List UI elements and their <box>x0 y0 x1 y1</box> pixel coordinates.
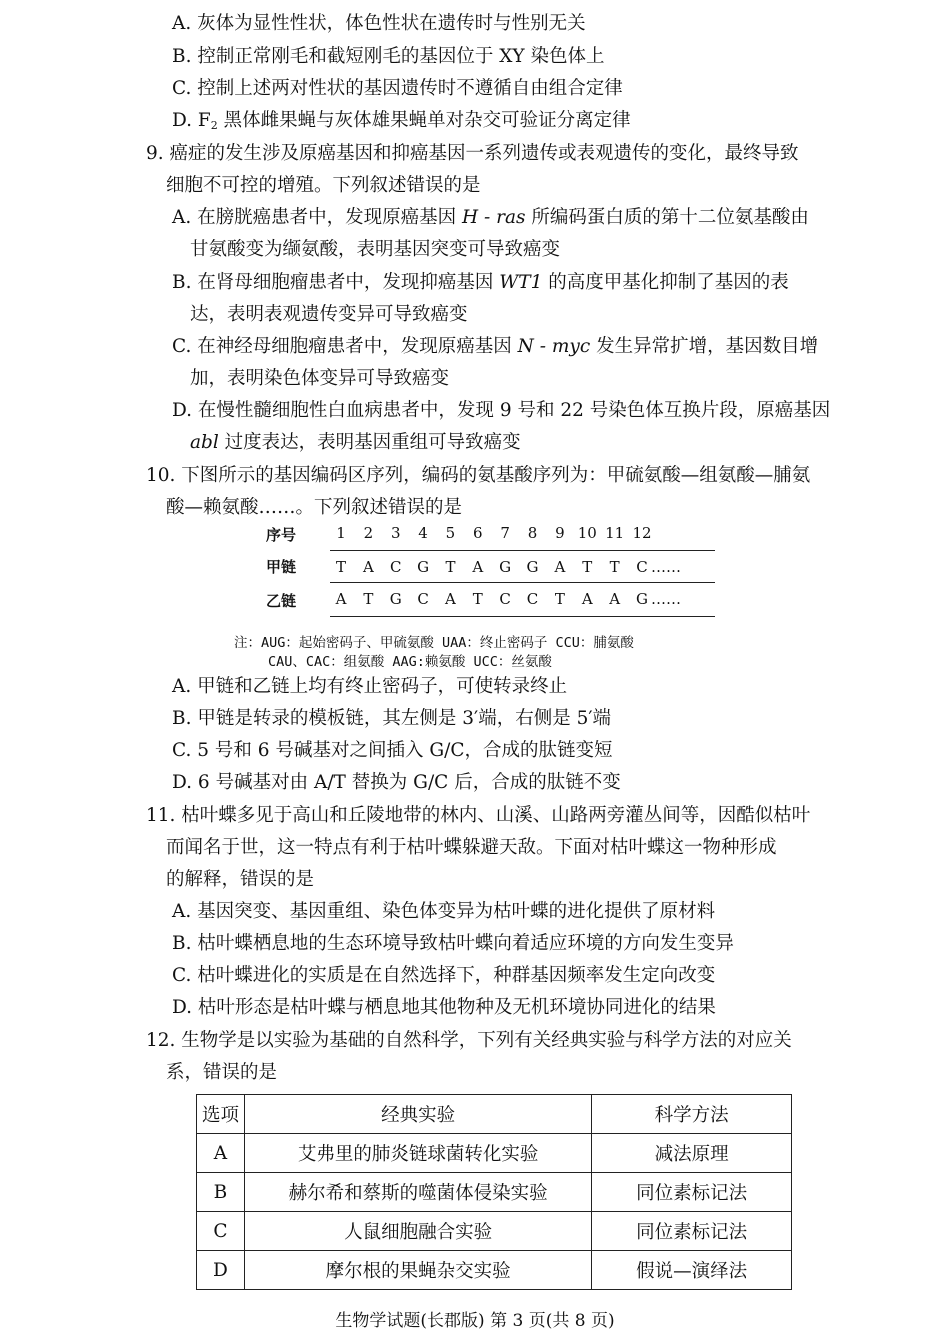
chain-b-base: A <box>581 590 593 608</box>
sequence-index: 5 <box>445 524 456 542</box>
sequence-index: 9 <box>555 524 565 542</box>
cell-experiment: 摩尔根的果蝇杂交实验 <box>244 1251 591 1290</box>
chain-a-base: T <box>335 558 347 576</box>
q9-option-b-cont: 达，表明表观遗传变异可导致癌变 <box>190 304 468 325</box>
header-option: 选项 <box>197 1095 245 1134</box>
cell-method: 假说—演绎法 <box>592 1251 792 1290</box>
sequence-index: 10 <box>577 524 597 542</box>
chain-b-base: A <box>445 590 456 608</box>
cell-method: 同位素标记法 <box>592 1173 792 1212</box>
chain-a-ellipsis: …… <box>651 558 681 576</box>
chain-divider-line <box>330 582 715 583</box>
chain-b-bottom-line <box>330 616 715 617</box>
q9-option-a-cont: 甘氨酸变为缬氨酸，表明基因突变可导致癌变 <box>190 239 561 260</box>
header-experiment: 经典实验 <box>244 1095 591 1134</box>
chain-a-label: 甲链 <box>266 558 297 576</box>
chain-b-base: T <box>363 590 374 608</box>
chain-a-base: G <box>417 558 430 576</box>
sequence-index: 11 <box>605 524 625 542</box>
cell-option: B <box>197 1173 245 1212</box>
q9-option-b: B. 在肾母细胞瘤患者中，发现抑癌基因 WT1 的高度甲基化抑制了基因的表 <box>172 272 789 293</box>
chain-b-base: A <box>609 590 621 608</box>
cell-option: A <box>197 1134 245 1173</box>
chain-b-ellipsis: …… <box>651 590 681 608</box>
cell-method: 减法原理 <box>592 1134 792 1173</box>
index-label: 序号 <box>266 526 297 544</box>
q10-option-c: C. 5 号和 6 号碱基对之间插入 G/C，合成的肽链变短 <box>172 740 613 761</box>
q10-stem-line1: 10. 下图所示的基因编码区序列，编码的氨基酸序列为：甲硫氨酸—组氨酸—脯氨 <box>146 465 811 486</box>
chain-b-base: G <box>636 590 648 608</box>
q10-stem-line2: 酸—赖氨酸……。下列叙述错误的是 <box>166 497 463 518</box>
cell-experiment: 人鼠细胞融合实验 <box>244 1212 591 1251</box>
table-row <box>197 1212 792 1251</box>
q11-option-c: C. 枯叶蝶进化的实质是在自然选择下，种群基因频率发生定向改变 <box>172 965 716 986</box>
cell-experiment: 赫尔希和蔡斯的噬菌体侵染实验 <box>244 1173 591 1212</box>
q12-stem-line2: 系，错误的是 <box>166 1062 278 1083</box>
q11-stem-line2: 而闻名于世，这一特点有利于枯叶蝶躲避天敌。下面对枯叶蝶这一物种形成 <box>166 837 777 858</box>
chain-a-base: C <box>389 558 402 576</box>
chain-a-base: T <box>582 558 593 576</box>
q11-option-d: D. 枯叶形态是枯叶蝶与栖息地其他物种及无机环境协同进化的结果 <box>172 997 716 1018</box>
chain-a-base: A <box>554 558 566 576</box>
chain-b-base: C <box>499 590 511 608</box>
codon-note-line1: 注：AUG：起始密码子、甲硫氨酸 UAA：终止密码子 CCU：脯氨酸 <box>234 635 634 651</box>
q11-stem-line3: 的解释，错误的是 <box>166 869 315 890</box>
q9-stem-line2: 细胞不可控的增殖。下列叙述错误的是 <box>166 175 481 196</box>
header-method: 科学方法 <box>592 1095 792 1134</box>
table-header-row <box>197 1095 792 1134</box>
chain-b-base: T <box>472 590 483 608</box>
table-row <box>197 1251 792 1290</box>
cell-experiment: 艾弗里的肺炎链球菌转化实验 <box>244 1134 591 1173</box>
q9-option-d: D. 在慢性髓细胞性白血病患者中，发现 9 号和 22 号染色体互换片段，原癌基因 <box>172 400 831 421</box>
chain-b-base: A <box>335 590 347 608</box>
chain-a-base: G <box>499 558 512 576</box>
table-row <box>197 1173 792 1212</box>
q11-option-a: A. 基因突变、基因重组、染色体变异为枯叶蝶的进化提供了原材料 <box>172 901 716 922</box>
q9-option-d-cont: abl 过度表达，表明基因重组可导致癌变 <box>190 432 521 453</box>
q12-stem-line1: 12. 生物学是以实验为基础的自然科学，下列有关经典实验与科学方法的对应关 <box>146 1030 792 1051</box>
q10-option-d: D. 6 号碱基对由 A/T 替换为 G/C 后，合成的肽链不变 <box>172 772 621 793</box>
q8-option-c: C. 控制上述两对性状的基因遗传时不遵循自由组合定律 <box>172 78 623 99</box>
page-footer: 生物学试题(长郡版) 第 3 页(共 8 页) <box>335 1311 615 1331</box>
chain-b-base: T <box>554 590 565 608</box>
q9-option-c: C. 在神经母细胞瘤患者中，发现原癌基因 N - myc 发生异常扩增，基因数目增 <box>172 336 819 357</box>
chain-b-label: 乙链 <box>266 592 297 610</box>
chain-a-base: T <box>445 558 456 576</box>
cell-option: D <box>197 1251 245 1290</box>
q9-stem-line1: 9. 癌症的发生涉及原癌基因和抑癌基因一系列遗传或表观遗传的变化，最终导致 <box>146 143 799 164</box>
chain-a-top-line <box>330 550 715 551</box>
sequence-index: 6 <box>473 524 483 542</box>
q10-option-a: A. 甲链和乙链上均有终止密码子，可使转录终止 <box>172 676 568 697</box>
sequence-index: 8 <box>527 524 538 542</box>
chain-a-base: T <box>609 558 620 576</box>
q8-option-d: D. $F_2$ 黑体雌果蝇与灰体雄果蝇单对杂交可验证分离定律 <box>172 110 631 132</box>
table-row <box>197 1134 792 1173</box>
experiment-table <box>196 1094 792 1290</box>
chain-b-base: G <box>389 590 402 608</box>
q11-option-b: B. 枯叶蝶栖息地的生态环境导致枯叶蝶向着适应环境的方向发生变异 <box>172 933 734 954</box>
chain-b-base: C <box>526 590 539 608</box>
sequence-index: 2 <box>363 524 374 542</box>
codon-note-line2: CAU、CAC：组氨酸 AAG:赖氨酸 UCC：丝氨酸 <box>268 654 552 670</box>
sequence-index: 12 <box>632 524 652 542</box>
chain-a-base: A <box>362 558 374 576</box>
q11-stem-line1: 11. 枯叶蝶多见于高山和丘陵地带的林内、山溪、山路两旁灌丛间等，因酷似枯叶 <box>146 805 811 826</box>
q8-option-a: A. 灰体为显性性状，体色性状在遗传时与性别无关 <box>172 13 586 34</box>
sequence-index: 4 <box>418 524 428 542</box>
sequence-index: 3 <box>390 524 401 542</box>
q10-option-b: B. 甲链是转录的模板链，其左侧是 3′端，右侧是 5′端 <box>172 708 612 729</box>
chain-a-base: G <box>526 558 539 576</box>
chain-a-base: C <box>636 558 648 576</box>
cell-method: 同位素标记法 <box>592 1212 792 1251</box>
chain-a-base: A <box>472 558 484 576</box>
sequence-index: 7 <box>500 524 510 542</box>
sequence-index: 1 <box>336 524 346 542</box>
q8-option-b: B. 控制正常刚毛和截短刚毛的基因位于 XY 染色体上 <box>172 46 605 67</box>
q9-option-a: A. 在膀胱癌患者中，发现原癌基因 H - ras 所编码蛋白质的第十二位氨基酸由 <box>172 207 809 228</box>
cell-option: C <box>197 1212 245 1251</box>
chain-b-base: C <box>417 590 429 608</box>
q9-option-c-cont: 加，表明染色体变异可导致癌变 <box>190 368 450 389</box>
